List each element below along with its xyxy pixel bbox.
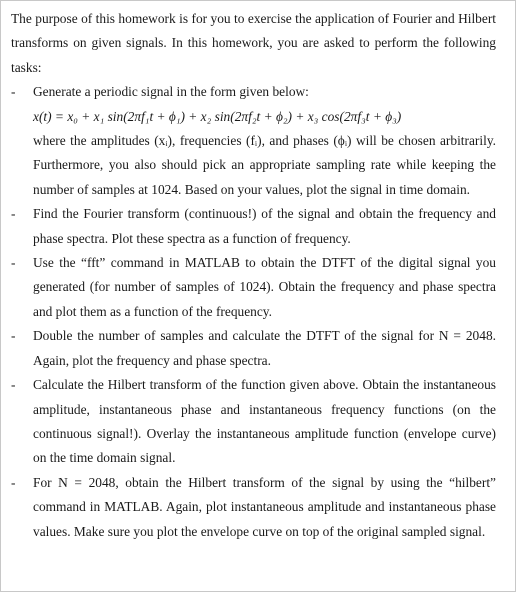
bullet-dash: -	[11, 255, 16, 271]
task-item-6	[11, 471, 496, 544]
homework-text	[11, 7, 496, 544]
intro-paragraph: The purpose of this homework is for you to exercise the application of Fourier and Hilbert transforms on given signals. In this homework, you are asked to perform the following tasks:	[11, 11, 496, 75]
task-item-1	[11, 80, 496, 202]
task-text-4: Double the number of samples and calculate the DTFT of the signal for N = 2048. Again, plot the frequency and phase spectra.	[33, 328, 496, 368]
task-item-4	[11, 324, 496, 373]
bullet-dash: -	[11, 84, 16, 100]
task-text-6: For N = 2048, obtain the Hilbert transform of the signal by using the “hilbert” command in MATLAB. Again, plot instantaneous amplitude and instantaneous phase values. Make sure you plot the envelope curve on top of the original sampled signal.	[33, 474, 496, 539]
bullet-dash: -	[11, 377, 16, 393]
task-list	[11, 80, 496, 544]
bullet-dash: -	[11, 328, 16, 344]
task-text-3: Use the “fft” command in MATLAB to obtain the DTFT of the digital signal you generated (for number of samples of 1024). Obtain the frequency and phase spectra and plot them as a function of the frequency.	[33, 255, 496, 319]
bullet-dash: -	[11, 206, 16, 222]
task-text-1: Generate a periodic signal in the form given below:	[33, 84, 309, 100]
task-text-2: Find the Fourier transform (continuous!) of the signal and obtain the frequency and phase spectra. Plot these spectra as a function of frequency.	[33, 206, 496, 246]
task-text-1-continued: where the amplitudes (xᵢ), frequencies (fᵢ), and phases (ϕᵢ) will be chosen arbitrarily. Furthermore, you also should pick an appropriate sampling rate while keeping the number of samples at 1024. Based on your values, plot the signal in time domain.	[33, 133, 496, 197]
signal-formula: x(t) = x₀ + x₁ sin(2πf₁t + ϕ₁) + x₂ sin(2πf₂t + ϕ₂) + x₃ cos(2πf₃t + ϕ₃)	[33, 108, 402, 124]
bullet-dash: -	[11, 474, 16, 490]
task-item-5	[11, 373, 496, 471]
task-item-2	[11, 202, 496, 251]
task-text-5: Calculate the Hilbert transform of the function given above. Obtain the instantaneous amplitude, instantaneous phase and instantaneous frequency functions (on the continuous signal!). Overlay the instantaneous amplitude function (envelope curve) on the time domain signal.	[33, 377, 496, 466]
task-item-3	[11, 251, 496, 324]
